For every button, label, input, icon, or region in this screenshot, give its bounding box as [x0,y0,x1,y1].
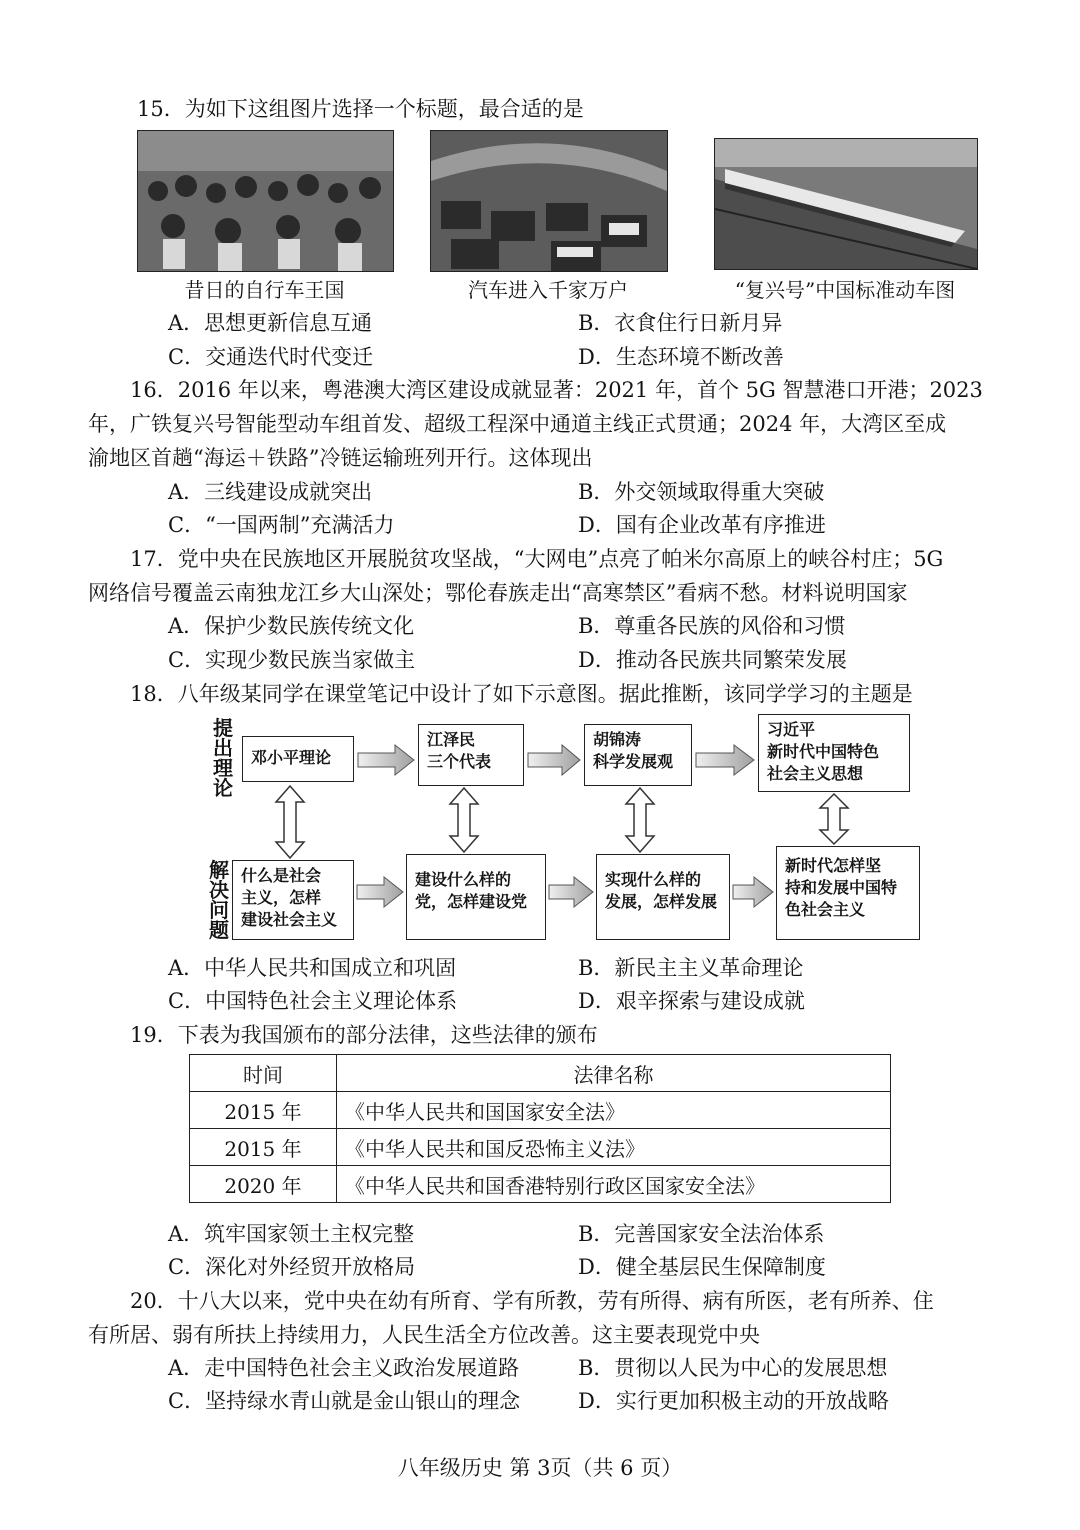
fuxing-train-photo [714,138,978,270]
arrow-right-icon [357,877,403,907]
row-label-text: 解 决 问 题 [209,858,229,942]
box-text: 新时代怎样坚 持和发展中国特 色社会主义 [785,856,898,919]
table-row [190,1129,891,1166]
table-header-row [190,1055,891,1092]
q18-option-d: D．艰辛探索与建设成就 [578,989,805,1013]
arrow-right-icon [733,877,773,907]
cell-year: 2015 年 [190,1129,337,1166]
caption-cars: 汽车进入千家万户 [468,278,628,302]
caption-bicycle: 昔日的自行车王国 [184,278,345,302]
box-text: 什么是社会 主义，怎样 建设社会主义 [241,866,338,929]
q18-option-b: B．新民主主义革命理论 [578,956,804,980]
q15-option-c: C．交通迭代时代变迁 [168,345,374,369]
header-time: 时间 [190,1055,337,1092]
q19-stem: 19．下表为我国颁布的部分法律，这些法律的颁布 [130,1023,598,1047]
cell-year: 2015 年 [190,1092,337,1129]
box-text: 江泽民 三个代表 [427,730,492,771]
q20-line-1: 20．十八大以来，党中央在幼有所育、学有所教，劳有所得、病有所医，老有所养、住 [130,1289,934,1313]
cell-law: 《中华人民共和国国家安全法》 [337,1092,891,1129]
q16-line-2: 年，广铁复兴号智能型动车组首发、超级工程深中通道主线正式贯通；2024 年，大湾区至成 [88,412,947,436]
q16-option-a: A．三线建设成就突出 [168,480,373,504]
q16-line-1: 16．2016 年以来，粤港澳大湾区建设成就显著：2021 年，首个 5G 智慧港口开港；2023 [130,378,983,402]
arrow-right-icon [358,745,414,775]
q19-option-d: D．健全基层民生保障制度 [578,1255,826,1279]
q17-option-b: B．尊重各民族的风俗和习惯 [578,614,846,638]
q17-option-d: D．推动各民族共同繁荣发展 [578,648,847,672]
q18-stem: 18．八年级某同学在课堂笔记中设计了如下示意图。据此推断，该同学学习的主题是 [130,682,913,706]
q19-option-a: A．筑牢国家领土主权完整 [168,1222,415,1246]
caption-train: “复兴号”中国标准动车图 [734,278,956,302]
q20-option-d: D．实行更加积极主动的开放战略 [578,1389,889,1413]
cell-law: 《中华人民共和国香港特别行政区国家安全法》 [337,1166,891,1203]
cell-year: 2020 年 [190,1166,337,1203]
table-row [190,1166,891,1203]
q20-option-a: A．走中国特色社会主义政治发展道路 [168,1356,520,1380]
q17-option-a: A．保护少数民族传统文化 [168,614,415,638]
car-traffic-photo [430,130,668,272]
box-text: 习近平 新时代中国特色 社会主义思想 [767,720,880,783]
row-label-text: 提 出 理 论 [213,716,233,800]
q18-option-a: A．中华人民共和国成立和巩固 [168,956,457,980]
arrow-right-icon [528,745,580,775]
q20-option-c: C．坚持绿水青山就是金山银山的理念 [168,1389,521,1413]
box-text: 建设什么样的 党，怎样建设党 [415,870,528,911]
q18-option-c: C．中国特色社会主义理论体系 [168,989,458,1013]
table-row [190,1092,891,1129]
q16-option-c: C．“一国两制”充满活力 [168,513,395,537]
q15-stem: 15．为如下这组图片选择一个标题，最合适的是 [137,97,584,121]
q17-line-1: 17．党中央在民族地区开展脱贫攻坚战，“大网电”点亮了帕米尔高原上的峡谷村庄；5G [130,547,944,571]
q16-option-b: B．外交领域取得重大突破 [578,480,825,504]
laws-table [189,1054,891,1203]
bicycle-crowd-photo [137,130,394,272]
arrow-right-icon [696,745,754,775]
double-arrow-icon [276,786,304,858]
double-arrow-icon [450,788,478,852]
q16-option-d: D．国有企业改革有序推进 [578,513,826,537]
q17-line-2: 网络信号覆盖云南独龙江乡大山深处；鄂伦春族走出“高寒禁区”看病不愁。材料说明国家 [88,581,908,605]
double-arrow-icon [820,794,848,844]
q19-option-b: B．完善国家安全法治体系 [578,1222,825,1246]
q17-option-c: C．实现少数民族当家做主 [168,648,416,672]
box-text: 实现什么样的 发展，怎样发展 [605,870,718,911]
box-text: 邓小平理论 [251,748,332,767]
q19-option-c: C．深化对外经贸开放格局 [168,1255,416,1279]
page-footer: 八年级历史 第 3页（共 6 页） [397,1456,683,1480]
q15-option-a: A．思想更新信息互通 [168,311,373,335]
q20-option-b: B．贯彻以人民为中心的发展思想 [578,1356,888,1380]
q15-option-b: B．衣食住行日新月异 [578,311,783,335]
header-law-name: 法律名称 [337,1055,891,1092]
q20-line-2: 有所居、弱有所扶上持续用力，人民生活全方位改善。这主要表现党中央 [88,1323,760,1347]
q16-line-3: 渝地区首趟“海运＋铁路”冷链运输班列开行。这体现出 [88,446,593,470]
theory-diagram [200,710,940,950]
double-arrow-icon [626,788,654,852]
q15-option-d: D．生态环境不断改善 [578,345,784,369]
diagram-arrows [200,710,940,950]
arrow-right-icon [549,877,593,907]
box-text: 胡锦涛 科学发展观 [593,730,674,771]
cell-law: 《中华人民共和国反恐怖主义法》 [337,1129,891,1166]
